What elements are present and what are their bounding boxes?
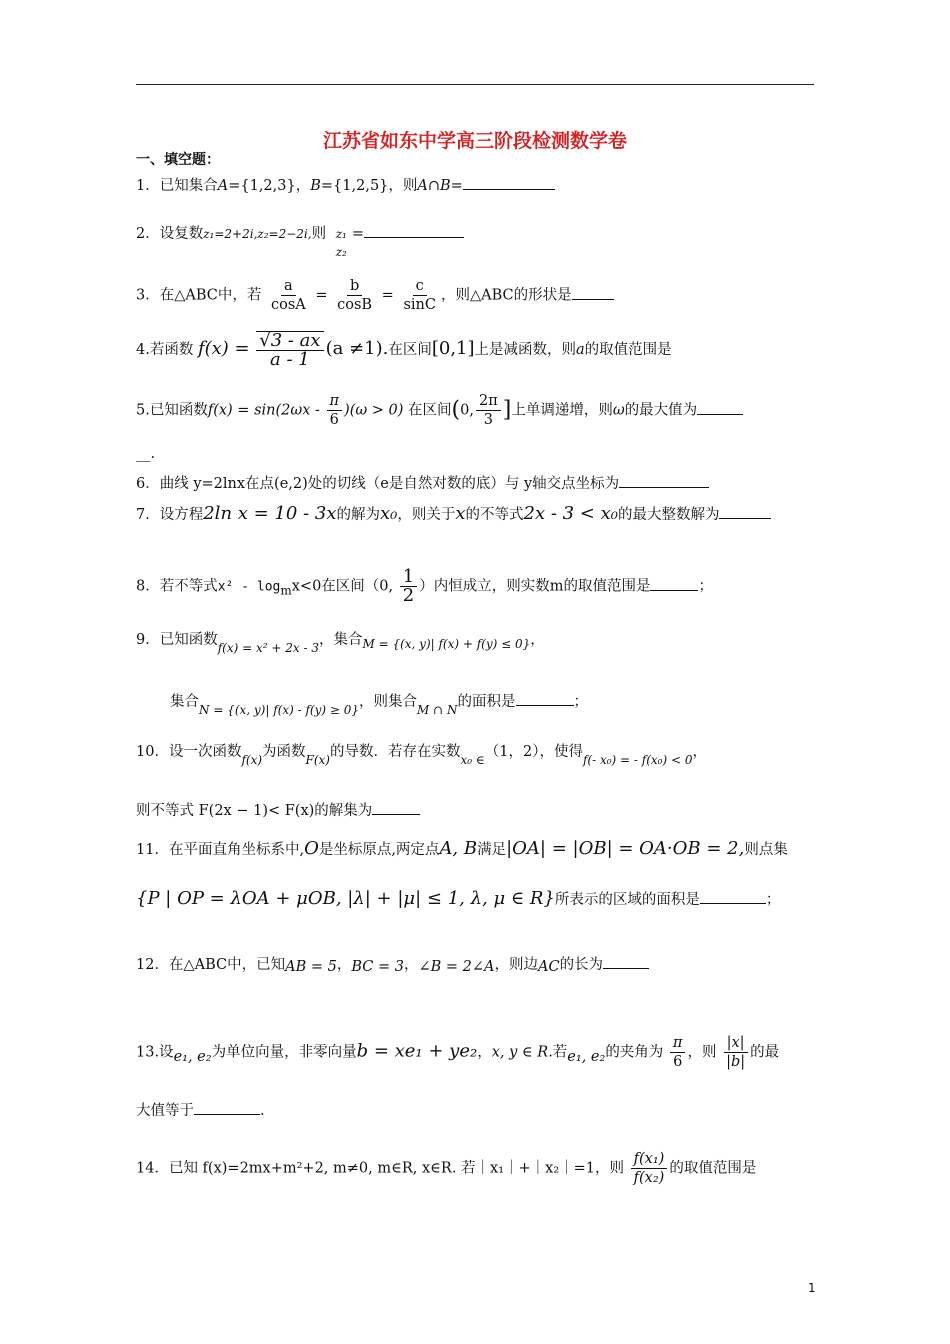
answer-blank <box>463 177 555 190</box>
question-13: 13.设e₁, e₂为单位向量，非零向量b = xe₁ + ye₂，x, y ∈ R.若e₁, e₂的夹角为 $\frac{\pi}{6}$ ，则 $\frac{|x|}{|b|}$ 的最 <box>136 1035 780 1070</box>
answer-blank <box>572 287 614 300</box>
answer-blank <box>603 956 649 969</box>
question-1: 1．已知集合A={1,2,3}，B={1,2,5}，则A∩B= <box>136 176 555 196</box>
header-rule <box>136 84 814 85</box>
question-5: 5.已知函数f(x) = sin(2ωx - $\frac{\pi}{6}$ )(ω > 0) 在区间(0, $\frac{2\pi}{3}$ ]上单调递增，则ω的最大值为 <box>136 392 743 429</box>
question-3: 3．在△ABC中，若 $\frac{a}{\cos A}$ = $\frac{b}{\cos B}$ = $\frac{c}{\sin C}$ ，则△ABC的形状是 <box>136 277 614 314</box>
fraction: $\frac{b}{\cos B}$ <box>337 278 373 313</box>
fraction: $\frac{\pi}{6}$ <box>327 392 343 429</box>
fraction: $\frac{|x|}{|b|}$ <box>723 1034 748 1071</box>
section-heading: 一、填空题： <box>136 152 220 168</box>
answer-blank <box>719 506 771 519</box>
page-title: 江苏省如东中学高三阶段检测数学卷 <box>322 130 627 152</box>
question-7: 7．设方程2ln x = 10 - 3x的解为x₀，则关于x的不等式2x - 3 < x₀的最大整数解为 <box>136 504 771 525</box>
question-11-set: {P | OP = λOA + μOB, |λ| + |μ| ≤ 1, λ, μ ∈ R}所表示的区域的面积是 ； <box>136 888 781 909</box>
page-number: 1 <box>808 1281 816 1295</box>
question-4: 4.若函数 f(x) = $\frac{√3 - ax}{a - 1}$ (a ≠1).在区间[0,1]上是减函数，则a的取值范围是 <box>136 330 672 370</box>
answer-blank <box>697 402 743 415</box>
question-13-continued: 大值等于 . <box>136 1103 265 1119</box>
fraction: $\frac{\text{f(x₁)}}{\text{f(x₂)}}$ <box>631 1150 668 1187</box>
answer-blank <box>650 578 698 591</box>
question-10-continued: 则不等式 F(2x − 1)< F(x)的解集为 <box>136 801 420 821</box>
question-6: 6．曲线 y=2lnx在点(e,2)处的切线（e是自然对数的底）与 y轴交点坐标为 <box>136 474 709 494</box>
question-12: 12．在△ABC中，已知AB = 5，BC = 3，∠B = 2∠A，则边AC的长为 <box>136 955 649 975</box>
question-9: 9．已知函数$_{f(x) = x^2 + 2x - 3}$，集合$_{M = \{(x, y)| f(x) + f(y) \le 0\}}$， <box>136 632 545 655</box>
question-14: 14．已知 f(x)=2mx+m²+2, m≠0, m∈R, x∈R. 若｜x₁｜+｜x₂｜=1，则 $\frac{\text{f(x₁)}}{\text{f(x₂)}}$ 的取值范围是 <box>136 1151 757 1186</box>
fraction: $\frac{2\pi}{3}$ <box>476 392 501 429</box>
question-11: 11．在平面直角坐标系中,O是坐标原点,两定点A, B满足|OA| = |OB| = OA·OB = 2,则点集 <box>136 838 788 859</box>
question-9-set-n: 集合$_{N = \{(x, y)| f(x) - f(y) \ge 0\}}$，则集合$_{M \cap N}$的面积是 ； <box>170 694 588 717</box>
question-2: 2．设复数z₁=2+2i,z₂=2−2i,则 z₁ z₂ = <box>136 216 464 252</box>
fraction: $\frac{1}{2}$ <box>400 568 417 605</box>
fraction: $\frac{c}{\sin C}$ <box>403 278 436 313</box>
answer-blank <box>364 225 464 238</box>
z-ratio: z₁ z₂ <box>335 227 347 259</box>
answer-blank <box>516 693 574 706</box>
fraction: $\frac{a}{\cos A}$ <box>270 278 306 313</box>
answer-blank <box>194 1102 260 1115</box>
fraction: $\frac{√3 - ax}{a - 1}$ <box>256 331 323 369</box>
fraction: $\frac{\pi}{6}$ <box>670 1034 686 1071</box>
answer-blank <box>619 475 709 488</box>
question-8: 8．若不等式$x^2 - \log_mx<0$在区间（0, $\frac{1}{2}$ ）内恒成立，则实数m的取值范围是 ； <box>136 566 713 606</box>
question-10: 10．设一次函数$_{f(x)}$为函数$_{F(x)}$的导数．若存在实数$_{x_0 \in}$（1，2），使得$_{f(- x_0) = - f(x_0) < 0}$， <box>136 744 707 767</box>
question-5-continued: __. <box>136 446 156 462</box>
answer-blank <box>700 891 766 904</box>
answer-blank <box>372 802 420 815</box>
